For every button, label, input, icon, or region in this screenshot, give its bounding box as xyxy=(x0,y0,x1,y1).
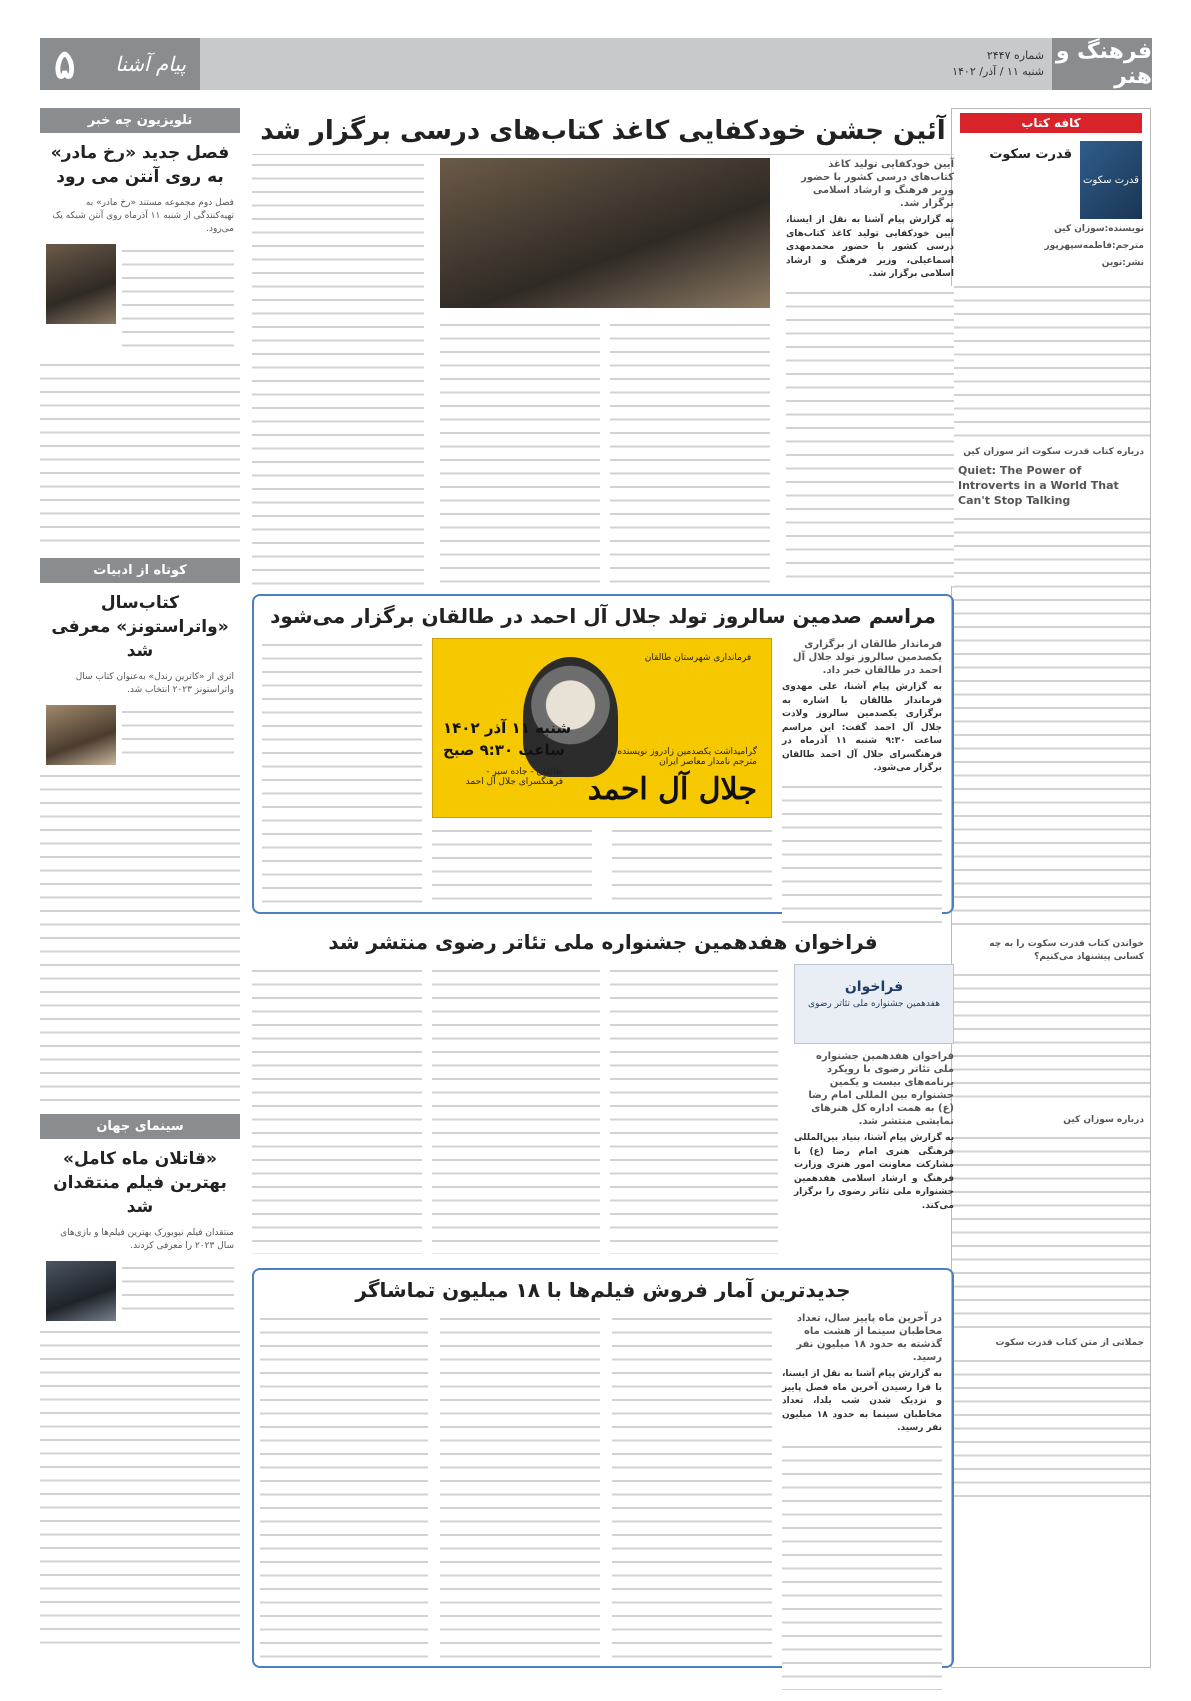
story1-lead: آیین خودکفایی تولید کاغذ کتاب‌های درسی کشور با حضور وزیر فرهنگ و ارشاد اسلامی برگزار شد. xyxy=(801,159,954,209)
story1-photo xyxy=(440,158,770,308)
book-english-title: Quiet: The Power of Introverts in a World That Can't Stop Talking xyxy=(958,464,1119,507)
cinema-text-more xyxy=(40,1325,240,1655)
book-publisher: نشر:نوین xyxy=(1101,258,1144,268)
cinema-head: سینمای جهان xyxy=(40,1114,240,1139)
story4-text-col4 xyxy=(260,1312,428,1658)
story3-poster-sub: هفدهمین جشنواره ملی تئاتر رضوی xyxy=(808,999,940,1009)
book-audience-text xyxy=(952,968,1150,1108)
tv-news-text xyxy=(122,244,234,354)
book-subhead-audience: خواندن کتاب قدرت سکوت را به چه کسانی پیشنهاد می‌کنیم؟ xyxy=(989,939,1144,962)
poster-org: فرمانداری شهرستان طالقان xyxy=(644,653,752,663)
poster-caption: گرامیداشت یکصدمین زادروز نویسنده و مترجم نامدار معاصر ایران xyxy=(610,747,757,767)
section-name: فرهنگ و هنر xyxy=(1052,38,1152,90)
tv-news-text-more xyxy=(40,358,240,548)
book-quotes-text xyxy=(952,1354,1150,1504)
story1-headline: آئین جشن خودکفایی کاغذ کتاب‌های درسی برگزار شد xyxy=(252,108,954,155)
story4-body-start: به گزارش پیام آشنا به نقل از ایسنا، با فرا رسیدن آخرین ماه فصل پاییز و نزدیک شدن شب یلدا، تعداد مخاطبان سینما به حدود ۱۸ میلیون نفر رسید. xyxy=(782,1369,942,1433)
book-subhead-quotes: جملاتی از متن کتاب قدرت سکوت xyxy=(995,1338,1144,1348)
story2-headline: مراسم صدمین سالروز تولد جلال آل احمد در طالقان برگزار می‌شود xyxy=(270,604,936,628)
story1-text-col1 xyxy=(786,286,954,586)
story1-text-col4 xyxy=(252,158,424,588)
story1-text-col3 xyxy=(440,318,600,588)
cinema-text xyxy=(122,1261,234,1321)
story1-body-start: به گزارش پیام آشنا به نقل از ایسنا، آیین خودکفایی تولید کاغذ کتاب‌های درسی کشور با حضور محمدمهدی اسماعیلی، وزیر فرهنگ و ارشاد اسلامی برگزار شد. xyxy=(786,215,954,279)
cinema-lead: منتقدان فیلم نیویورک بهترین فیلم‌ها و بازی‌های سال ۲۰۲۳ را معرفی کردند. xyxy=(60,1228,234,1251)
story3-poster xyxy=(794,964,954,1044)
book-cover: قدرت سکوت xyxy=(1080,141,1142,219)
literature-text-more xyxy=(40,769,240,1104)
book-subhead-about: درباره کتاب قدرت سکوت اثر سوزان کین xyxy=(963,447,1144,457)
story4-headline: جدیدترین آمار فروش فیلم‌ها با ۱۸ میلیون تماشاگر xyxy=(355,1278,851,1302)
tv-news-lead: فصل دوم مجموعه مستند «رخ مادر» به تهیه‌کنندگی از شنبه ۱۱ آذرماه روی آنتن شبکه یک می‌رود. xyxy=(52,198,234,234)
literature-text xyxy=(122,705,234,765)
book-author: نویسنده:سوزان کین xyxy=(1054,224,1144,234)
brand-block xyxy=(40,38,200,90)
story3-body-start: به گزارش پیام آشنا، بنیاد بین‌المللی فرهنگی هنری امام رضا (ع) با مشارکت معاونت امور هنری وزارت فرهنگ و ارشاد اسلامی هفدهمین جشنواره ملی تئاتر رضوی را برگزار می‌کند. xyxy=(794,1133,954,1211)
story4-text-col1 xyxy=(782,1440,942,1690)
story3-headline: فراخوان هفدهمین جشنواره ملی تئاتر رضوی منتشر شد xyxy=(328,930,878,954)
story3-text-col4 xyxy=(252,964,422,1254)
briefs-column xyxy=(40,108,240,1668)
tv-news-body xyxy=(40,240,240,358)
story2-box xyxy=(252,594,954,914)
literature-title: کتاب‌سال «واتراستونز» معرفی شد xyxy=(51,593,229,661)
book-cafe-kicker: کافه کتاب xyxy=(960,113,1142,133)
story4-lead: در آخرین ماه پاییز سال، تعداد مخاطبان سینما از هشت ماه گذشته به حدود ۱۸ میلیون نفر رسید. xyxy=(796,1313,942,1363)
poster-time: ساعت ۹:۳۰ صبح xyxy=(443,741,565,759)
story1-text-col2 xyxy=(610,318,770,588)
story4-box xyxy=(252,1268,954,1668)
cinema-title: «قاتلان ماه کامل» بهترین فیلم منتقدان شد xyxy=(53,1149,227,1217)
story3-text-col3 xyxy=(432,964,600,1254)
issue-info xyxy=(852,38,1052,90)
story3-text-col2 xyxy=(610,964,778,1254)
tv-news-title: فصل جدید «رخ مادر» به روی آنتن می رود xyxy=(50,143,230,187)
masthead-band xyxy=(200,38,852,90)
story4-text-col3 xyxy=(440,1312,600,1658)
story3-poster-label: فراخوان xyxy=(844,979,904,995)
literature-photo xyxy=(46,705,116,765)
book-subhead-author: درباره سوزان کین xyxy=(1063,1115,1144,1125)
story2-text-col3 xyxy=(432,824,592,904)
book-about-text xyxy=(952,512,1150,932)
book-author-text xyxy=(952,1131,1150,1331)
tv-news-photo xyxy=(46,244,116,324)
cinema-photo xyxy=(46,1261,116,1321)
literature-lead: اثری از «کاترین رندل» به‌عنوان کتاب سال واتراستونز ۲۰۲۳ انتخاب شد. xyxy=(75,672,234,695)
poster-title: جلال آل احمد xyxy=(587,772,757,807)
story3-lead: فراخوان هفدهمین جشنواره ملی تئاتر رضوی با رویکرد برنامه‌های بیست و یکمین جشنواره بین المللی امام رضا (ع) به همت اداره کل هنرهای نمایشی منتشر شد. xyxy=(808,1051,954,1127)
poster-portrait xyxy=(523,657,618,777)
book-title: قدرت سکوت xyxy=(989,147,1072,162)
cinema-body xyxy=(40,1257,240,1325)
poster-venue: طالقان - جاده سیر - فرهنگسرای جلال آل احمد xyxy=(465,767,563,787)
story2-poster xyxy=(432,638,772,818)
poster-date: شنبه ۱۱ آذر ۱۴۰۲ xyxy=(443,719,572,737)
story1-block xyxy=(252,158,954,598)
story4-text-col2 xyxy=(612,1312,772,1658)
issue-date: شنبه ۱۱ / آذر/ ۱۴۰۲ xyxy=(952,65,1044,78)
story2-text-col2 xyxy=(612,824,772,904)
book-translator: مترجم:فاطمه‌سپهرپور xyxy=(1044,241,1144,251)
story2-text-col4 xyxy=(262,638,422,904)
book-intro-text xyxy=(952,280,1150,440)
tv-news-head: تلویزیون چه خبر xyxy=(40,108,240,133)
story2-body-start: به گزارش پیام آشنا، علی مهدوی فرماندار طالقان با اشاره به برگزاری یکصدمین سالروز ولادت جلال آل احمد گفت: این مراسم ساعت ۹:۳۰ شنبه ۱۱ آذرماه در فرهنگسرای جلال آل احمد طالقان برگزار می‌شود. xyxy=(782,682,942,773)
brand-logo: پیام آشنا xyxy=(115,52,186,76)
book-cafe-column xyxy=(951,108,1151,1668)
page-number: ۵ xyxy=(54,40,76,88)
literature-head: کوتاه از ادبیات xyxy=(40,558,240,583)
issue-number: شماره ۲۴۴۷ xyxy=(986,49,1044,62)
book-header xyxy=(952,137,1150,223)
masthead xyxy=(40,38,1152,90)
story2-text-col1 xyxy=(782,780,942,930)
story2-lead: فرماندار طالقان از برگزاری یکصدمین سالروز تولد جلال آل احمد در طالقان خبر داد. xyxy=(792,639,942,676)
main-column xyxy=(252,108,954,1668)
story3-block xyxy=(252,964,954,1264)
literature-body xyxy=(40,701,240,769)
